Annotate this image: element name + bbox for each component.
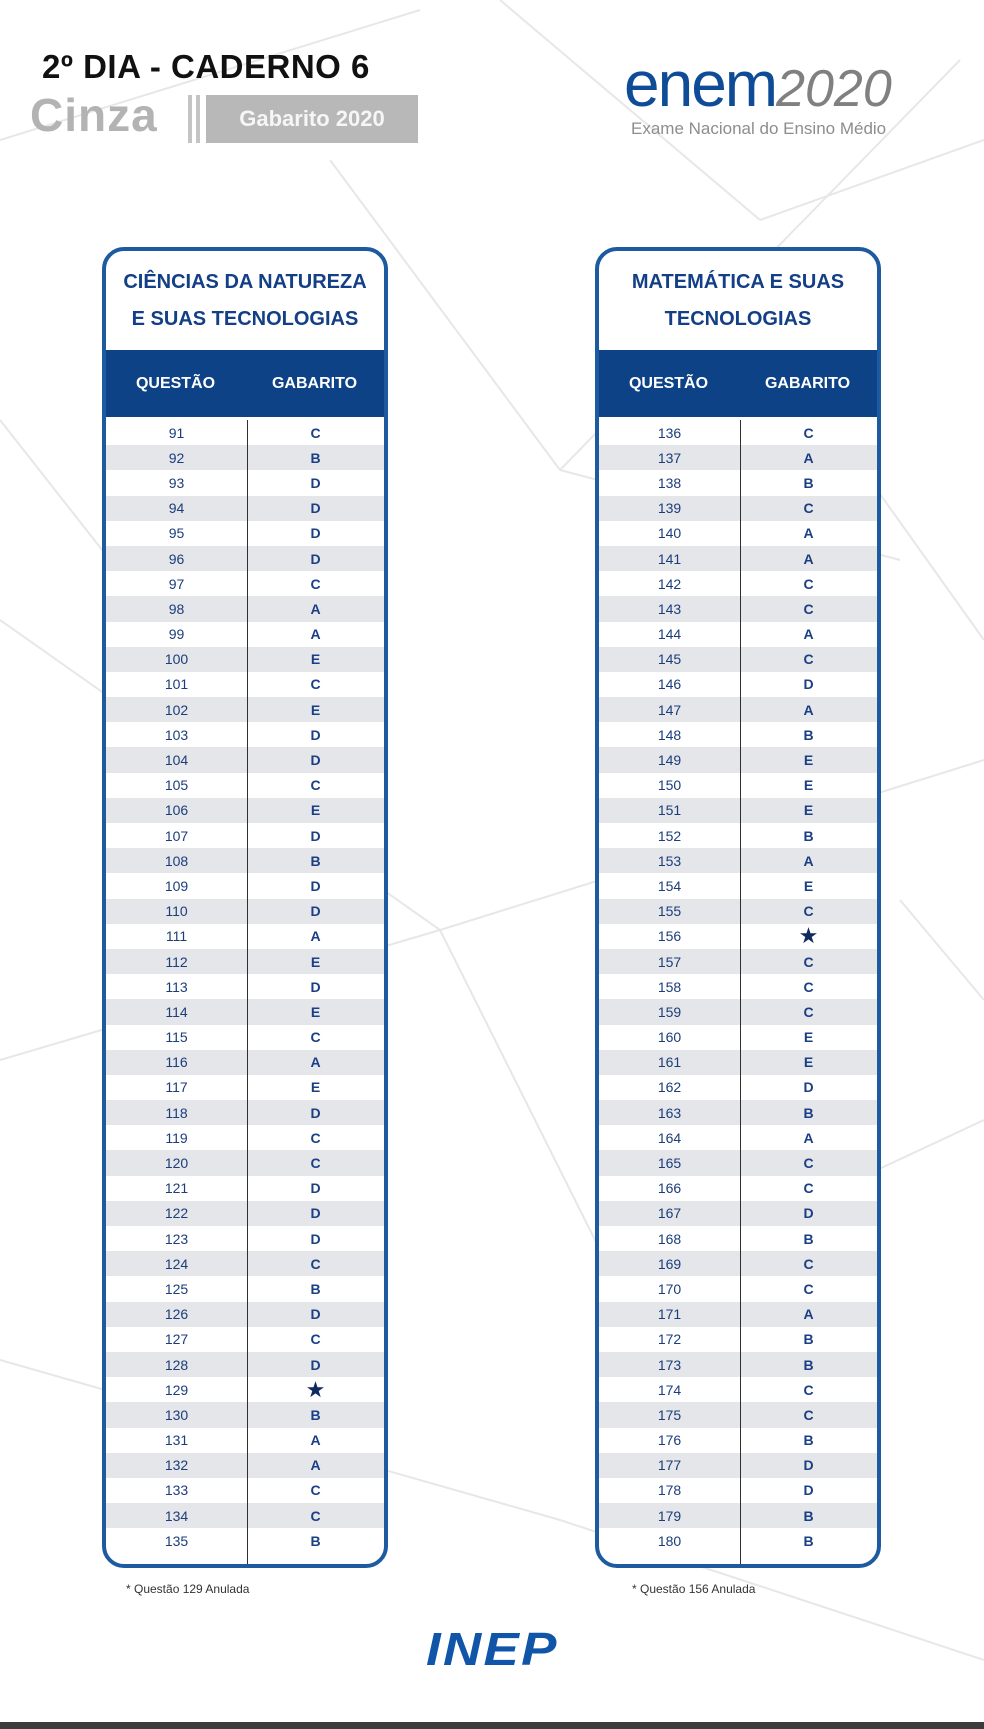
table-row — [106, 848, 384, 873]
question-number: 111 — [165, 928, 188, 945]
table-row — [106, 1025, 384, 1050]
answer-letter: B — [310, 1532, 321, 1549]
table-row — [106, 899, 384, 924]
table-row — [106, 1276, 384, 1301]
table-row — [106, 1327, 384, 1352]
table-row — [599, 420, 877, 445]
table-row — [106, 697, 384, 722]
answer-letter: D — [310, 752, 321, 769]
gabarito-badge: Gabarito 2020 — [206, 95, 418, 143]
table-row — [599, 899, 877, 924]
answer-letter: C — [310, 1331, 321, 1348]
answer-letter: B — [803, 1507, 814, 1524]
table-row — [599, 773, 877, 798]
answer-letter: B — [803, 1532, 814, 1549]
table-row — [599, 722, 877, 747]
table-row — [106, 1528, 384, 1553]
answer-letter: C — [310, 1155, 321, 1172]
table-row — [106, 1075, 384, 1100]
question-number: 152 — [657, 827, 682, 844]
answer-letter: D — [310, 1306, 321, 1323]
question-number: 98 — [168, 600, 185, 617]
answer-letter: B — [803, 1230, 814, 1247]
answer-letter: D — [803, 1079, 814, 1096]
table-row — [106, 1453, 384, 1478]
question-number: 162 — [657, 1079, 682, 1096]
answer-letter: E — [310, 802, 321, 819]
table-row — [599, 1377, 877, 1402]
question-number: 180 — [657, 1532, 682, 1549]
question-number: 125 — [164, 1280, 189, 1297]
table-row — [106, 798, 384, 823]
table-row — [106, 521, 384, 546]
answer-letter: A — [803, 449, 814, 466]
answer-letter: A — [310, 626, 321, 643]
table-row — [106, 873, 384, 898]
question-number: 118 — [165, 1104, 188, 1121]
answer-letter: C — [803, 1406, 814, 1423]
table-row — [106, 974, 384, 999]
answer-letter: D — [310, 550, 321, 567]
column-header-gabarito: GABARITO — [764, 374, 851, 392]
question-number: 155 — [657, 903, 682, 920]
answer-letter: A — [803, 1306, 814, 1323]
answer-letter: D — [310, 903, 321, 920]
question-number: 106 — [164, 802, 189, 819]
table-row — [599, 1478, 877, 1503]
annulled-note: * Questão 129 Anulada — [126, 1582, 250, 1596]
question-number: 124 — [164, 1255, 189, 1272]
answer-letter: B — [310, 1280, 321, 1297]
answer-letter: E — [310, 1079, 321, 1096]
table-row — [106, 622, 384, 647]
question-number: 110 — [165, 903, 188, 920]
inep-logo: INEP — [426, 1623, 559, 1675]
column-header-questao: QUESTÃO — [135, 374, 216, 392]
answer-letter: E — [803, 752, 814, 769]
table-row — [106, 1377, 384, 1402]
table-row — [599, 1503, 877, 1528]
question-number: 96 — [168, 550, 185, 567]
table-row — [599, 1176, 877, 1201]
table-row — [106, 1503, 384, 1528]
table-row — [599, 1302, 877, 1327]
question-number: 132 — [164, 1457, 189, 1474]
question-number: 165 — [657, 1155, 682, 1172]
table-row — [599, 1201, 877, 1226]
question-number: 144 — [657, 626, 682, 643]
question-number: 128 — [164, 1356, 189, 1373]
panel-title: CIÊNCIAS DA NATUREZA E SUAS TECNOLOGIAS — [123, 270, 367, 330]
table-row — [599, 596, 877, 621]
question-number: 127 — [164, 1331, 189, 1348]
table-row — [106, 1050, 384, 1075]
table-row — [599, 1125, 877, 1150]
question-number: 145 — [657, 651, 682, 668]
question-number: 151 — [657, 802, 682, 819]
question-number: 114 — [165, 1003, 188, 1020]
question-number: 171 — [657, 1306, 682, 1323]
question-number: 120 — [164, 1155, 189, 1172]
question-number: 139 — [657, 500, 682, 517]
question-number: 178 — [657, 1482, 682, 1499]
answer-letter: D — [310, 525, 321, 542]
answer-letter: D — [803, 676, 814, 693]
table-row — [599, 949, 877, 974]
answer-letter: A — [310, 1432, 321, 1449]
question-number: 174 — [657, 1381, 682, 1398]
answer-letter: D — [803, 1457, 814, 1474]
answer-letter: E — [310, 1003, 321, 1020]
table-row — [599, 571, 877, 596]
table-row — [599, 1075, 877, 1100]
table-row — [106, 924, 384, 949]
table-row — [599, 672, 877, 697]
day-caderno-title: 2º DIA - CADERNO 6 — [42, 48, 370, 85]
answer-letter: C — [803, 1155, 814, 1172]
question-number: 109 — [164, 877, 189, 894]
question-number: 148 — [657, 726, 682, 743]
answer-letter: D — [310, 1356, 321, 1373]
table-row — [599, 496, 877, 521]
answer-letter: E — [803, 1029, 814, 1046]
answer-letter: C — [803, 424, 814, 441]
table-row — [599, 1528, 877, 1553]
question-number: 146 — [657, 676, 682, 693]
logo-year: 2020 — [776, 60, 892, 118]
logo-word: enem — [624, 48, 777, 120]
answer-letter: E — [310, 651, 321, 668]
answer-letter: C — [310, 575, 321, 592]
table-row — [106, 1478, 384, 1503]
question-number: 157 — [657, 953, 682, 970]
table-row — [106, 420, 384, 445]
question-number: 105 — [164, 777, 189, 794]
question-number: 122 — [164, 1205, 189, 1222]
answer-letter: D — [803, 1205, 814, 1222]
column-header-questao: QUESTÃO — [628, 374, 709, 392]
answer-letter: C — [310, 1255, 321, 1272]
answer-letter: B — [310, 449, 321, 466]
answer-letter: C — [803, 651, 814, 668]
answer-letter: A — [310, 928, 321, 945]
table-row — [599, 1100, 877, 1125]
question-number: 107 — [164, 827, 189, 844]
answer-rows — [106, 417, 384, 1553]
answer-letter: D — [310, 877, 321, 894]
table-row — [106, 546, 384, 571]
table-row — [106, 999, 384, 1024]
table-row — [599, 924, 877, 949]
bottom-bar — [0, 1722, 984, 1729]
answer-letter: E — [803, 802, 814, 819]
question-number: 131 — [164, 1432, 189, 1449]
column-header-gabarito: GABARITO — [271, 374, 358, 392]
table-row — [106, 747, 384, 772]
table-row — [106, 773, 384, 798]
panel-column-header — [599, 350, 877, 417]
question-number: 150 — [657, 777, 682, 794]
table-row — [106, 1201, 384, 1226]
answer-letter: A — [310, 1457, 321, 1474]
table-row — [106, 1251, 384, 1276]
table-row — [599, 647, 877, 672]
answer-letter: E — [803, 1054, 814, 1071]
answer-letter: C — [803, 978, 814, 995]
question-number: 108 — [164, 852, 189, 869]
answer-letter: D — [310, 500, 321, 517]
question-number: 113 — [165, 978, 188, 995]
table-row — [599, 1352, 877, 1377]
question-number: 92 — [168, 449, 185, 466]
table-row — [106, 445, 384, 470]
answer-letter: C — [803, 1381, 814, 1398]
table-row — [106, 672, 384, 697]
table-row — [599, 1050, 877, 1075]
table-row — [599, 622, 877, 647]
question-number: 91 — [168, 424, 185, 441]
answer-letter: C — [803, 953, 814, 970]
table-row — [106, 722, 384, 747]
question-number: 115 — [165, 1029, 188, 1046]
answer-letter: B — [803, 827, 814, 844]
question-number: 156 — [657, 928, 682, 945]
question-number: 138 — [657, 474, 682, 491]
table-row — [106, 470, 384, 495]
table-row — [106, 1100, 384, 1125]
enem-logo — [624, 48, 892, 121]
question-number: 176 — [657, 1432, 682, 1449]
table-row — [106, 571, 384, 596]
question-number: 135 — [164, 1532, 189, 1549]
answer-letter: B — [803, 1331, 814, 1348]
table-row — [106, 1125, 384, 1150]
answer-letter: C — [310, 424, 321, 441]
question-number: 116 — [165, 1054, 188, 1071]
question-number: 159 — [657, 1003, 682, 1020]
answer-letter: B — [803, 1104, 814, 1121]
answer-letter: B — [803, 474, 814, 491]
answer-letter: E — [803, 877, 814, 894]
table-row — [599, 445, 877, 470]
answer-letter: C — [803, 1280, 814, 1297]
answer-letter: B — [310, 852, 321, 869]
table-row — [106, 823, 384, 848]
table-row — [599, 823, 877, 848]
table-row — [106, 949, 384, 974]
table-row — [599, 1251, 877, 1276]
annulled-note: * Questão 156 Anulada — [632, 1582, 756, 1596]
answer-letter: E — [310, 953, 321, 970]
answer-letter: D — [803, 1482, 814, 1499]
question-number: 143 — [657, 600, 682, 617]
answer-letter: C — [803, 600, 814, 617]
header-divider — [188, 95, 200, 143]
question-number: 140 — [657, 525, 682, 542]
answer-letter: C — [310, 1029, 321, 1046]
table-row — [599, 1327, 877, 1352]
table-row — [599, 546, 877, 571]
table-row — [599, 1276, 877, 1301]
panel-column-header — [106, 350, 384, 417]
question-number: 175 — [657, 1406, 682, 1423]
question-number: 133 — [164, 1482, 189, 1499]
table-row — [599, 1453, 877, 1478]
question-number: 102 — [164, 701, 189, 718]
question-number: 130 — [164, 1406, 189, 1423]
answer-letter: B — [310, 1406, 321, 1423]
answer-letter: ★ — [798, 923, 819, 949]
question-number: 119 — [165, 1129, 188, 1146]
question-number: 93 — [168, 474, 185, 491]
question-number: 142 — [657, 575, 682, 592]
panel-title: MATEMÁTICA E SUAS TECNOLOGIAS — [631, 270, 845, 330]
table-row — [106, 1150, 384, 1175]
answer-panel-natureza — [102, 247, 388, 1568]
question-number: 117 — [165, 1079, 188, 1096]
answer-letter: C — [803, 903, 814, 920]
answer-letter: C — [803, 1003, 814, 1020]
answer-letter: C — [310, 1507, 321, 1524]
table-row — [599, 798, 877, 823]
table-row — [106, 647, 384, 672]
question-number: 104 — [164, 752, 189, 769]
table-row — [599, 1150, 877, 1175]
answer-letter: D — [310, 1230, 321, 1247]
question-number: 168 — [657, 1230, 682, 1247]
question-number: 112 — [165, 953, 188, 970]
question-number: 97 — [168, 575, 185, 592]
answer-letter: B — [803, 726, 814, 743]
question-number: 166 — [657, 1180, 682, 1197]
table-row — [599, 1025, 877, 1050]
table-row — [106, 1402, 384, 1427]
table-row — [599, 873, 877, 898]
table-row — [106, 1352, 384, 1377]
answer-letter: D — [310, 827, 321, 844]
answer-letter: A — [310, 600, 321, 617]
question-number: 173 — [657, 1356, 682, 1373]
answer-letter: E — [803, 777, 814, 794]
table-row — [599, 999, 877, 1024]
table-row — [599, 1226, 877, 1251]
table-row — [599, 521, 877, 546]
answer-letter: C — [310, 676, 321, 693]
table-row — [599, 974, 877, 999]
question-number: 94 — [168, 500, 185, 517]
answer-letter: D — [310, 978, 321, 995]
table-row — [106, 1176, 384, 1201]
answer-letter: D — [310, 1205, 321, 1222]
question-number: 158 — [657, 978, 682, 995]
question-number: 123 — [164, 1230, 189, 1247]
answer-letter: A — [310, 1054, 321, 1071]
question-number: 179 — [657, 1507, 682, 1524]
question-number: 170 — [657, 1280, 682, 1297]
question-number: 172 — [657, 1331, 682, 1348]
question-number: 134 — [164, 1507, 189, 1524]
question-number: 101 — [164, 676, 189, 693]
answer-letter: D — [310, 474, 321, 491]
answer-letter: D — [310, 1180, 321, 1197]
table-row — [599, 470, 877, 495]
answer-letter: C — [310, 1129, 321, 1146]
question-number: 99 — [168, 626, 185, 643]
question-number: 164 — [657, 1129, 682, 1146]
answer-rows — [599, 417, 877, 1553]
answer-letter: C — [310, 1482, 321, 1499]
answer-letter: A — [803, 1129, 814, 1146]
answer-panel-matematica — [595, 247, 881, 1568]
table-row — [599, 1428, 877, 1453]
question-number: 126 — [164, 1306, 189, 1323]
table-row — [106, 1428, 384, 1453]
answer-letter: B — [803, 1356, 814, 1373]
answer-letter: B — [803, 1432, 814, 1449]
question-number: 147 — [657, 701, 682, 718]
answer-letter: ★ — [305, 1376, 326, 1402]
answer-letter: C — [803, 1255, 814, 1272]
question-number: 103 — [164, 726, 189, 743]
table-row — [106, 596, 384, 621]
answer-letter: A — [803, 525, 814, 542]
question-number: 160 — [657, 1029, 682, 1046]
table-row — [106, 1302, 384, 1327]
table-row — [599, 747, 877, 772]
answer-letter: C — [803, 1180, 814, 1197]
answer-letter: A — [803, 550, 814, 567]
question-number: 149 — [657, 752, 682, 769]
answer-letter: A — [803, 626, 814, 643]
table-row — [599, 848, 877, 873]
question-number: 154 — [657, 877, 682, 894]
logo-subtitle: Exame Nacional do Ensino Médio — [631, 119, 887, 138]
table-row — [106, 1226, 384, 1251]
question-number: 95 — [168, 525, 185, 542]
question-number: 136 — [657, 424, 682, 441]
answer-letter: E — [310, 701, 321, 718]
question-number: 129 — [164, 1381, 189, 1398]
question-number: 169 — [657, 1255, 682, 1272]
answer-letter: D — [310, 726, 321, 743]
question-number: 167 — [657, 1205, 682, 1222]
table-row — [106, 496, 384, 521]
answer-letter: C — [803, 575, 814, 592]
answer-letter: A — [803, 701, 814, 718]
caderno-color-label: Cinza — [30, 89, 158, 141]
question-number: 161 — [657, 1054, 682, 1071]
question-number: 121 — [164, 1180, 189, 1197]
question-number: 100 — [164, 651, 189, 668]
question-number: 177 — [657, 1457, 682, 1474]
table-row — [599, 697, 877, 722]
answer-letter: C — [310, 777, 321, 794]
question-number: 163 — [657, 1104, 682, 1121]
answer-letter: D — [310, 1104, 321, 1121]
question-number: 141 — [657, 550, 682, 567]
question-number: 137 — [657, 449, 682, 466]
question-number: 153 — [657, 852, 682, 869]
answer-letter: A — [803, 852, 814, 869]
answer-letter: C — [803, 500, 814, 517]
table-row — [599, 1402, 877, 1427]
